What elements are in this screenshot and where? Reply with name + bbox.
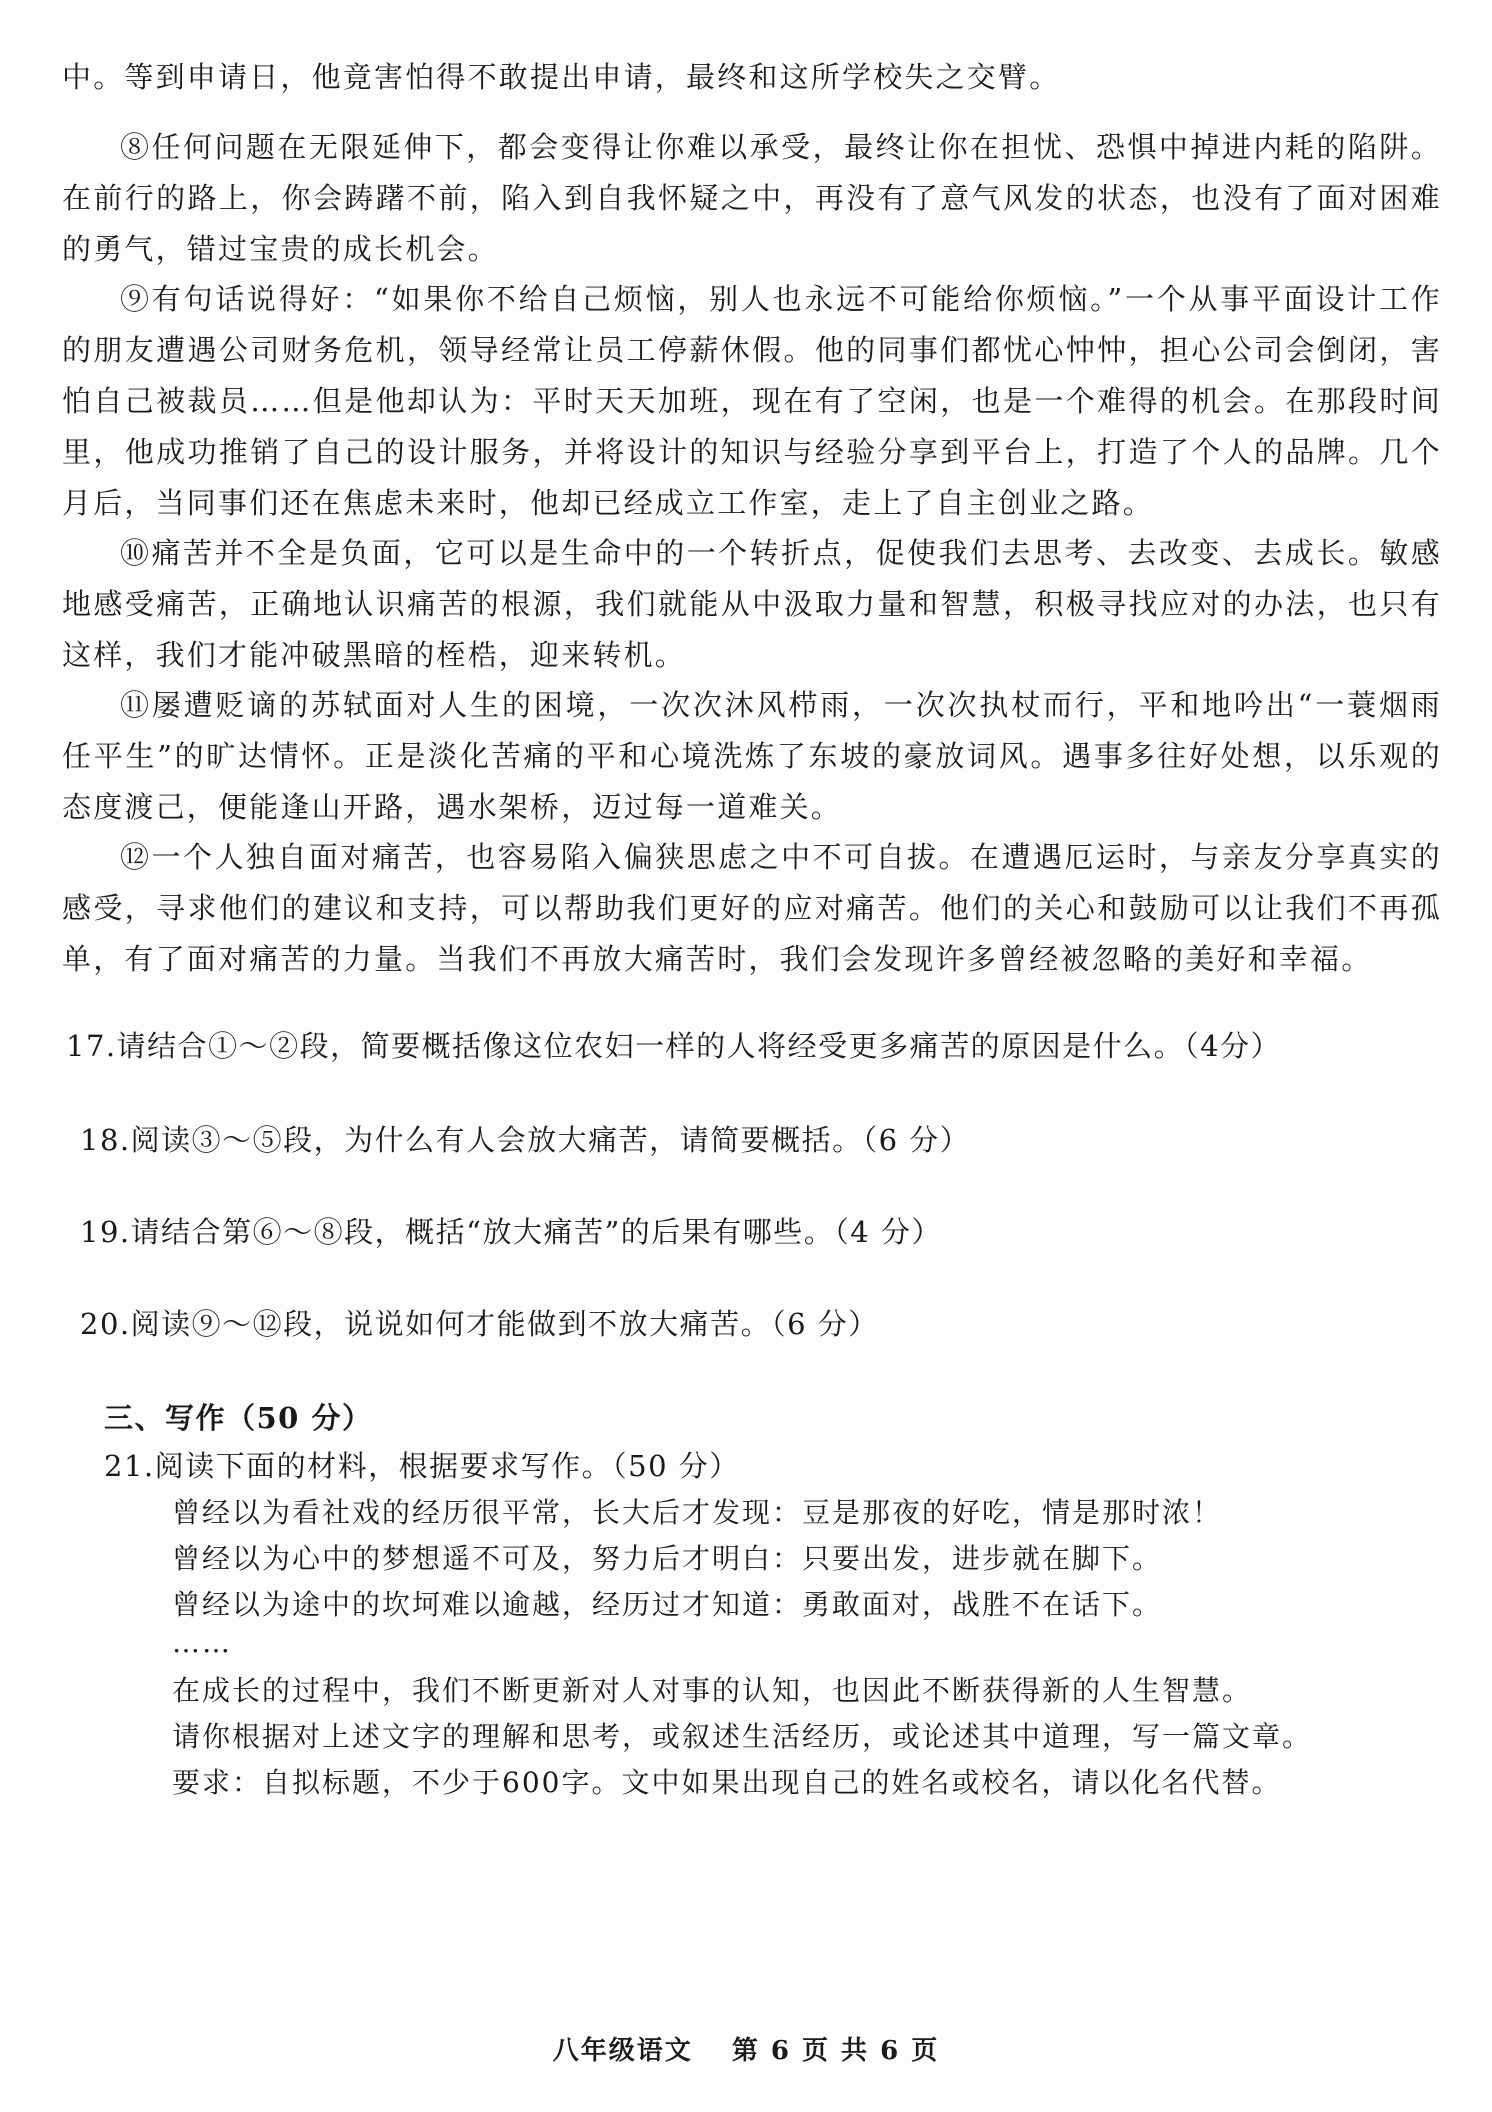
section-title-writing: 三、写作（50 分） (104, 1401, 373, 1435)
paragraph-12: ⑫一个人独自面对痛苦，也容易陷入偏狭思虑之中不可自拔。在遭遇厄运时，与亲友分享真实的感受，寻求他们的建议和支持，可以帮助我们更好的应对痛苦。他们的关心和鼓励可以让我们不再孤单，有了面对痛苦的力量。当我们不再放大痛苦时，我们会发现许多曾经被忽略的美好和幸福。 (62, 840, 1442, 976)
question-17: 17.请结合①～②段，简要概括像这位农妇一样的人将经受更多痛苦的原因是什么。（4分） (66, 1029, 1282, 1063)
footer-subject: 八年级语文 (552, 2036, 693, 2066)
material-ellipsis: …… (172, 1626, 232, 1659)
material-line-4: 在成长的过程中，我们不断更新对人对事的认知，也因此不断获得新的人生智慧。 (172, 1674, 1253, 1707)
material-line-2: 曾经以为心中的梦想遥不可及，努力后才明白：只要出发，进步就在脚下。 (172, 1542, 1163, 1575)
question-20: 20.阅读⑨～⑫段，说说如何才能做到不放大痛苦。（6 分） (80, 1307, 879, 1341)
question-21: 21.阅读下面的材料，根据要求写作。（50 分） (104, 1449, 740, 1483)
paragraph-11: ⑪屡遭贬谪的苏轼面对人生的困境，一次次沐风栉雨，一次次执杖而行，平和地吟出“一蓑烟雨任平生”的旷达情怀。正是淡化苦痛的平和心境洗炼了东坡的豪放词风。遇事多往好处想，以乐观的态度渡己，便能逢山开路，遇水架桥，迈过每一道难关。 (62, 688, 1442, 824)
paragraph-7-tail: 中。等到申请日，他竟害怕得不敢提出申请，最终和这所学校失之交臂。 (62, 60, 1061, 94)
material-line-3: 曾经以为途中的坎坷难以逾越，经历过才知道：勇敢面对，战胜不在话下。 (172, 1588, 1163, 1621)
material-line-5: 请你根据对上述文字的理解和思考，或叙述生活经历，或论述其中道理，写一篇文章。 (172, 1720, 1313, 1753)
page-footer (0, 2030, 1492, 2067)
question-19: 19.请结合第⑥～⑧段，概括“放大痛苦”的后果有哪些。（4 分） (80, 1215, 942, 1249)
paragraph-8: ⑧任何问题在无限延伸下，都会变得让你难以承受，最终让你在担忧、恐惧中掉进内耗的陷阱。在前行的路上，你会踌躇不前，陷入到自我怀疑之中，再没有了意气风发的状态，也没有了面对困难的勇气，错过宝贵的成长机会。 (62, 130, 1442, 266)
paragraph-10: ⑩痛苦并不全是负面，它可以是生命中的一个转折点，促使我们去思考、去改变、去成长。敏感地感受痛苦，正确地认识痛苦的根源，我们就能从中汲取力量和智慧，积极寻找应对的办法，也只有这样，我们才能冲破黑暗的桎梏，迎来转机。 (62, 536, 1442, 672)
material-line-1: 曾经以为看社戏的经历很平常，长大后才发现：豆是那夜的好吃，情是那时浓！ (172, 1496, 1223, 1529)
material-line-6: 要求：自拟标题，不少于600字。文中如果出现自己的姓名或校名，请以化名代替。 (172, 1766, 1282, 1799)
footer-page-number: 第 6 页 共 6 页 (731, 2036, 940, 2066)
paragraph-9: ⑨有句话说得好：“如果你不给自己烦恼，别人也永远不可能给你烦恼。”一个从事平面设计工作的朋友遭遇公司财务危机，领导经常让员工停薪休假。他的同事们都忧心忡忡，担心公司会倒闭，害怕自己被裁员……但是他却认为：平时天天加班，现在有了空闲，也是一个难得的机会。在那段时间里，他成功推销了自己的设计服务，并将设计的知识与经验分享到平台上，打造了个人的品牌。几个月后，当同事们还在焦虑未来时，他却已经成立工作室，走上了自主创业之路。 (62, 282, 1442, 520)
question-18: 18.阅读③～⑤段，为什么有人会放大痛苦，请简要概括。（6 分） (80, 1123, 971, 1157)
